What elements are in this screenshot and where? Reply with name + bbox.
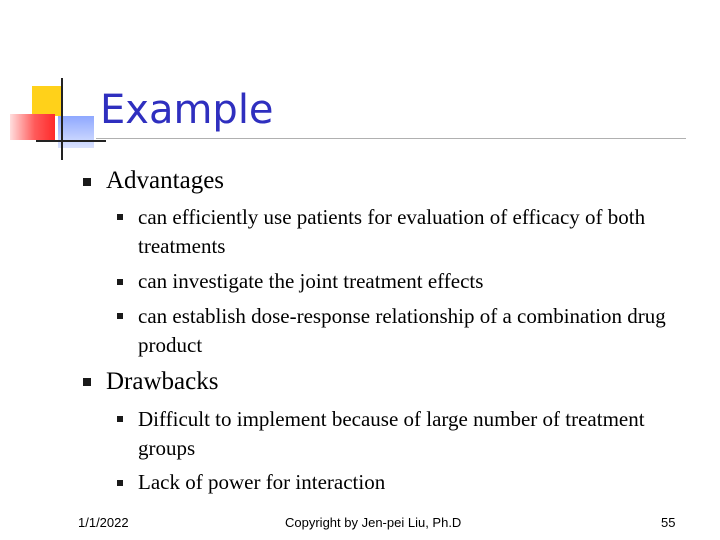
bullet-icon [117,214,123,220]
slide-title: Example [100,87,274,133]
bullet-icon [117,480,123,486]
logo-blue-square [58,116,94,148]
bullet-icon [83,378,91,386]
bullet-icon [117,279,123,285]
list-item: can efficiently use patients for evaluation of efficacy of both treatments [138,205,646,258]
logo-horizontal-line [36,140,106,142]
logo-yellow-square [32,86,62,116]
section-heading-drawbacks: Drawbacks [106,368,219,395]
bullet-icon [117,313,123,319]
bullet-icon [83,178,91,186]
section-heading-advantages: Advantages [106,167,225,194]
footer-date: 1/1/2022 [78,515,129,530]
list-item: can establish dose-response relationship of a combination drug product [138,304,666,357]
list-item: Lack of power for interaction [138,470,386,494]
bullet-icon [117,416,123,422]
logo-red-bar [10,114,55,140]
list-item: can investigate the joint treatment effects [138,269,484,293]
footer-copyright: Copyright by Jen-pei Liu, Ph.D [285,515,462,530]
list-item: Difficult to implement because of large number of treatment groups [138,407,645,460]
logo-vertical-line [61,78,63,160]
footer-page-number: 55 [661,515,676,530]
title-underline [96,138,686,139]
